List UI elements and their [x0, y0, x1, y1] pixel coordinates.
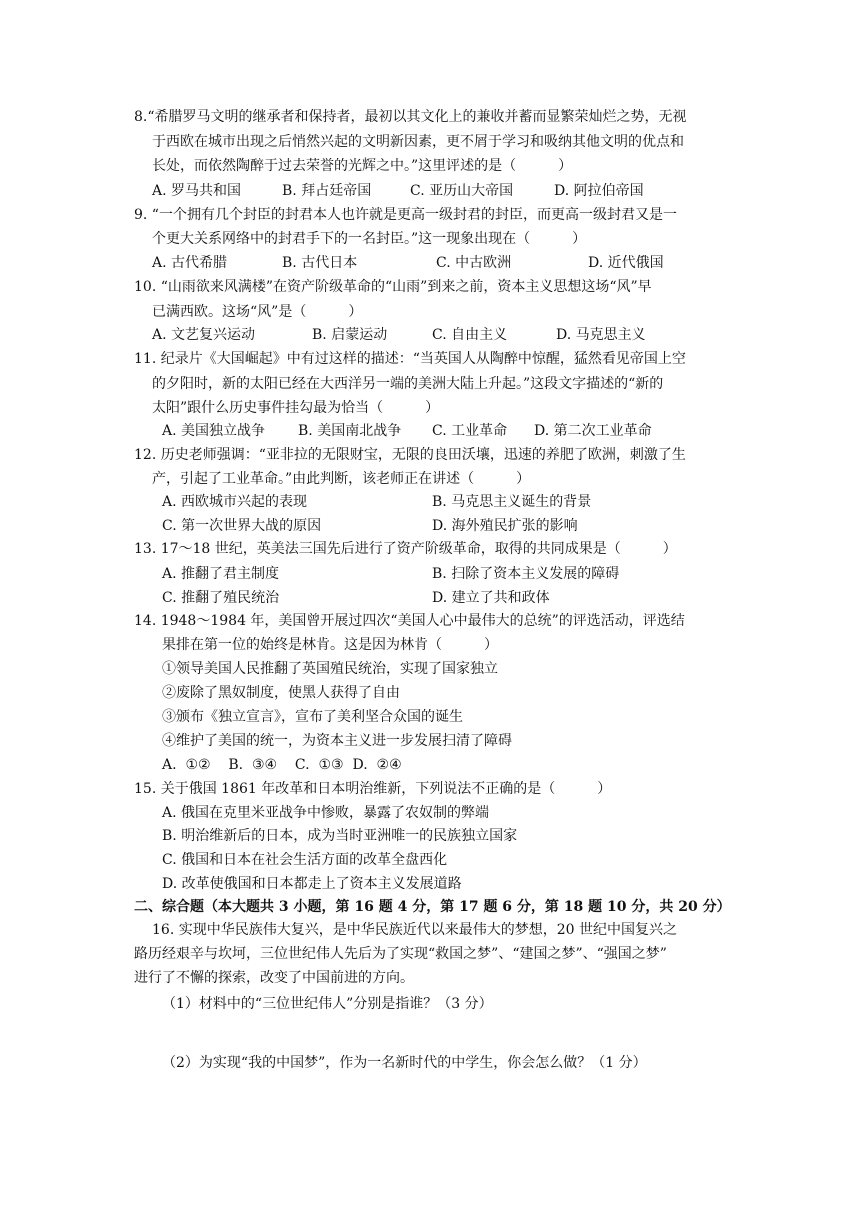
q11-option-a: A. 美国独立战争: [162, 423, 266, 439]
q14-item-4: ④维护了美国的统一，为资本主义进一步发展扫清了障碍: [162, 733, 512, 749]
q15-stem-line-1: 15. 关于俄国 1861 年改革和日本明治维新，下列说法不正确的是（ ）: [134, 781, 612, 797]
section-heading: 二、综合题（本大题共 3 小题，第 16 题 4 分，第 17 题 6 分，第 18 题 10 分，共 20 分）: [134, 899, 731, 915]
q8-stem-line-2: 于西欧在城市出现之后悄然兴起的文明新因素，更不屑于学习和吸纳其他文明的优点和: [152, 134, 684, 150]
q13-option-c: C. 推翻了殖民统治: [162, 590, 280, 606]
q9-option-c: C. 中古欧洲: [436, 255, 512, 271]
q9-option-a: A. 古代希腊: [152, 255, 228, 271]
q14-stem-line-2: 果排在第一位的始终是林肯。这是因为林肯（ ）: [162, 637, 498, 653]
q15-option-b: B. 明治维新后的日本，成为当时亚洲唯一的民族独立国家: [162, 828, 518, 844]
q10-option-d: D. 马克思主义: [556, 327, 646, 343]
q9-option-b: B. 古代日本: [282, 255, 358, 271]
q10-stem-line-1: 10. “山雨欲来风满楼”在资产阶级革命的“山雨”到来之前，资本主义思想这场“风”早: [134, 279, 652, 295]
q12-option-b: B. 马克思主义诞生的背景: [432, 494, 592, 510]
q8-option-a: A. 罗马共和国: [152, 183, 242, 199]
q10-option-a: A. 文艺复兴运动: [152, 327, 256, 343]
q11-stem-line-3: 太阳”跟什么历史事件挂勾最为恰当（ ）: [152, 400, 440, 416]
q12-stem-line-2: 产，引起了工业革命。”由此判断，该老师正在讲述（ ）: [152, 471, 531, 487]
q9-stem-line-1: 9. “一个拥有几个封臣的封君本人也许就是更高一级封君的封臣，而更高一级封君又是一: [134, 207, 677, 223]
q14-options: A. ①② B. ③④ C. ①③ D. ②④: [162, 757, 402, 773]
q16-stem-line-3: 进行了不懈的探索，改变了中国前进的方向。: [134, 970, 414, 986]
q8-option-d: D. 阿拉伯帝国: [554, 183, 644, 199]
q15-option-c: C. 俄国和日本在社会生活方面的改革全盘西化: [162, 852, 448, 868]
q16-subquestion-1: （1）材料中的“三位世纪伟人”分别是指谁？（3 分）: [162, 996, 493, 1012]
q8-stem-line-3: 长处，而依然陶醉于过去荣誉的光辉之中。”这里评述的是（ ）: [152, 158, 573, 174]
q14-item-3: ③颁布《独立宣言》，宣布了美利坚合众国的诞生: [162, 709, 463, 725]
q13-option-d: D. 建立了共和政体: [432, 590, 550, 606]
q15-option-d: D. 改革使俄国和日本都走上了资本主义发展道路: [162, 876, 462, 892]
q12-option-c: C. 第一次世界大战的原因: [162, 518, 322, 534]
q11-option-d: D. 第二次工业革命: [534, 423, 652, 439]
q11-option-c: C. 工业革命: [432, 423, 508, 439]
q8-option-b: B. 拜占廷帝国: [282, 183, 372, 199]
q8-stem-line-1: 8.“希腊罗马文明的继承者和保持者，最初以其文化上的兼收并蓄而显繁荣灿烂之势，无视: [134, 109, 687, 125]
q11-stem-line-2: 的夕阳时，新的太阳已经在大西洋另一端的美洲大陆上升起。”这段文字描述的“新的: [152, 376, 664, 392]
q12-option-d: D. 海外殖民扩张的影响: [432, 518, 578, 534]
q9-stem-line-2: 个更大关系网络中的封君手下的一名封臣。”这一现象出现在（ ）: [152, 231, 587, 247]
q11-stem-line-1: 11. 纪录片《大国崛起》中有过这样的描述：“当英国人从陶醉中惊醒，猛然看见帝国上空: [134, 351, 686, 367]
q16-stem-line-1: 16. 实现中华民族伟大复兴，是中华民族近代以来最伟大的梦想，20 世纪中国复兴之: [152, 922, 677, 938]
q14-stem-line-1: 14. 1948～1984 年，美国曾开展过四次“美国人心中最伟大的总统”的评选活动，评选结: [134, 613, 685, 629]
q10-option-b: B. 启蒙运动: [312, 327, 388, 343]
q11-option-b: B. 美国南北战争: [298, 423, 402, 439]
q10-option-c: C. 自由主义: [432, 327, 508, 343]
q10-stem-line-2: 已满西欧。这场“风”是（ ）: [152, 304, 363, 320]
q15-option-a: A. 俄国在克里米亚战争中惨败，暴露了农奴制的弊端: [162, 805, 490, 821]
q13-stem-line-1: 13. 17～18 世纪，英美法三国先后进行了资产阶级革命，取得的共同成果是（ ）: [134, 541, 677, 557]
q12-stem-line-1: 12. 历史老师强调：“亚非拉的无限财宝，无限的良田沃壤，迅速的养肥了欧洲，刺激了生: [134, 447, 686, 463]
q14-item-2: ②废除了黑奴制度，使黑人获得了自由: [162, 685, 400, 701]
q16-subquestion-2: （2）为实现“我的中国梦”，作为一名新时代的中学生，你会怎么做？（1 分）: [162, 1055, 647, 1071]
q12-option-a: A. 西欧城市兴起的表现: [162, 494, 308, 510]
q16-stem-line-2: 路历经艰辛与坎坷，三位世纪伟人先后为了实现“救国之梦”、“建国之梦”、“强国之梦”: [134, 946, 667, 962]
q13-option-b: B. 扫除了资本主义发展的障碍: [432, 566, 620, 582]
q13-option-a: A. 推翻了君主制度: [162, 566, 280, 582]
q9-option-d: D. 近代俄国: [588, 255, 664, 271]
q14-item-1: ①领导美国人民推翻了英国殖民统治，实现了国家独立: [162, 661, 498, 677]
q8-option-c: C. 亚历山大帝国: [410, 183, 514, 199]
